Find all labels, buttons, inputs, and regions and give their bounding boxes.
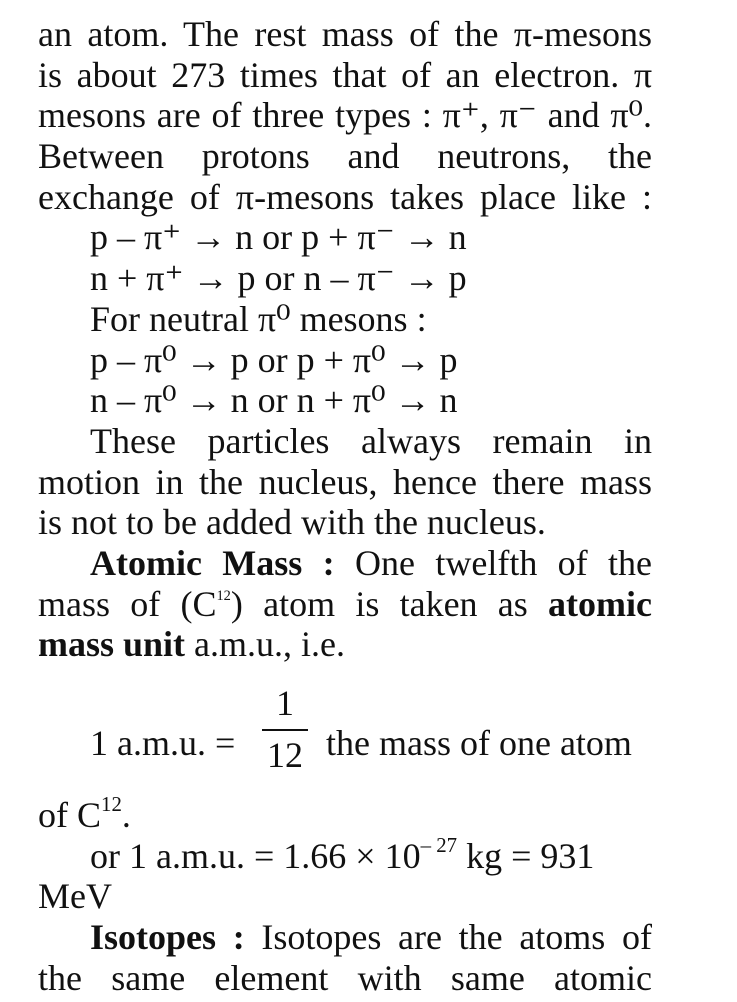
superscript: 12: [216, 588, 231, 605]
text-line: an atom. The rest mass of the π-mesons: [38, 14, 652, 54]
text-line: motion in the nucleus, hence there mass: [38, 461, 652, 502]
text-line: Between protons and neutrons, the: [38, 136, 652, 177]
reaction-line: p – π⁰ → p or p + π⁰ → p: [90, 339, 458, 380]
text-span: One twelfth of the: [355, 542, 652, 583]
text-span: ) atom is taken as: [230, 583, 528, 624]
reaction-line: n + π⁺ → p or n – π⁻ → p: [90, 258, 467, 299]
conversion-cont: MeV: [38, 876, 112, 917]
text-line: is about 273 times that of an electron. π: [38, 54, 652, 95]
text-span: .: [121, 795, 131, 835]
text-span: Isotopes are the atoms of: [261, 917, 652, 958]
text-span: mass of (C: [38, 583, 217, 624]
text-line: mesons are of three types : π⁺, π⁻ and π⁰.: [38, 95, 652, 136]
superscript: 12: [101, 791, 122, 816]
page-text: [38, 14, 652, 998]
fraction-bar: [262, 729, 308, 731]
text-line: is not to be added with the nucleus.: [38, 502, 546, 543]
amu-formula: [38, 683, 652, 795]
text-span: a.m.u., i.e.: [194, 624, 346, 665]
formula-tail: [38, 791, 652, 836]
fraction-numerator: 1: [276, 683, 294, 723]
formula-rhs: the mass of one atom: [326, 723, 632, 763]
bold-term: mass unit: [38, 624, 186, 665]
text-span: kg = 931: [466, 835, 595, 876]
neutral-intro: For neutral π⁰ mesons :: [90, 298, 427, 339]
atomic-mass-line-2: [38, 584, 652, 625]
reaction-line: n – π⁰ → n or n + π⁰ → n: [90, 380, 458, 421]
text-span: or 1 a.m.u. = 1.66 × 10: [90, 835, 421, 876]
isotopes-line-1: [38, 917, 652, 958]
text-span: of C: [38, 795, 101, 835]
conversion-line: [38, 832, 652, 877]
formula-lhs: 1 a.m.u. =: [90, 723, 236, 763]
fraction-denominator: 12: [267, 735, 303, 775]
text-line: These particles always remain in: [90, 420, 652, 461]
bold-term: atomic: [548, 583, 652, 624]
fraction: [262, 683, 308, 775]
atomic-mass-heading: Atomic Mass :: [90, 542, 335, 583]
exponent: – 27: [420, 832, 458, 857]
atomic-mass-line-1: [38, 543, 652, 584]
isotopes-heading: Isotopes :: [90, 917, 245, 958]
text-line: exchange of π-mesons takes place like :: [38, 176, 652, 217]
reaction-line: p – π⁺ → n or p + π⁻ → n: [90, 217, 467, 258]
atomic-mass-line-3: [38, 624, 652, 665]
isotopes-line-2: the same element with same atomic: [38, 957, 652, 998]
